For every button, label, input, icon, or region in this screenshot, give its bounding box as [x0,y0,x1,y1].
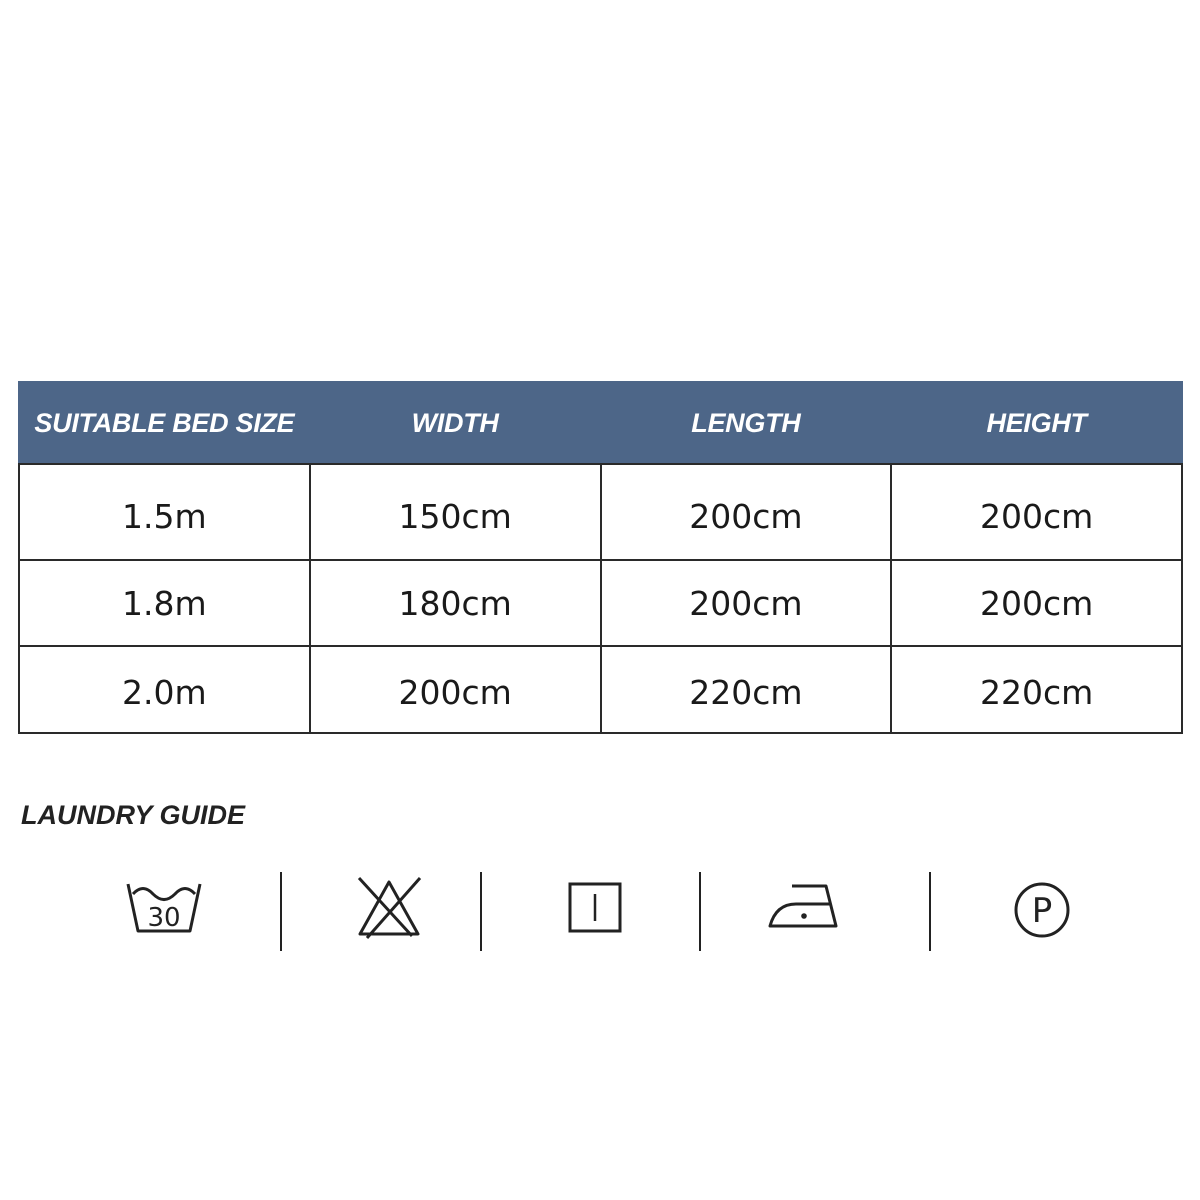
laundry-guide-title: LAUNDRY GUIDE [21,800,246,830]
cell-bed-size: 1.8m [19,560,310,646]
icon-divider [699,872,701,951]
bed-size-table [18,381,1183,734]
dry-clean-p-icon [1012,880,1072,940]
cell-length: 220cm [601,646,892,733]
cell-width: 150cm [310,464,601,560]
tumble-dry-icon [566,880,626,936]
cell-width: 180cm [310,560,601,646]
header-length: LENGTH [601,382,892,464]
table-row [19,646,1182,733]
dry-clean-label: P [1031,891,1053,931]
table-header-row [19,382,1182,464]
cell-length: 200cm [601,464,892,560]
table-row [19,464,1182,560]
header-height: HEIGHT [891,382,1182,464]
iron-low-icon [766,880,842,932]
header-suitable-bed-size: SUITABLE BED SIZE [19,382,310,464]
cell-width: 200cm [310,646,601,733]
header-width: WIDTH [310,382,601,464]
wash-temperature-label: 30 [147,903,181,933]
table-row [19,560,1182,646]
icon-divider [280,872,282,951]
cell-height: 220cm [891,646,1182,733]
cell-length: 200cm [601,560,892,646]
do-not-bleach-icon [354,876,424,940]
cell-height: 200cm [891,464,1182,560]
cell-bed-size: 1.5m [19,464,310,560]
wash-30-icon [124,880,204,936]
cell-height: 200cm [891,560,1182,646]
cell-bed-size: 2.0m [19,646,310,733]
icon-divider [480,872,482,951]
icon-divider [929,872,931,951]
